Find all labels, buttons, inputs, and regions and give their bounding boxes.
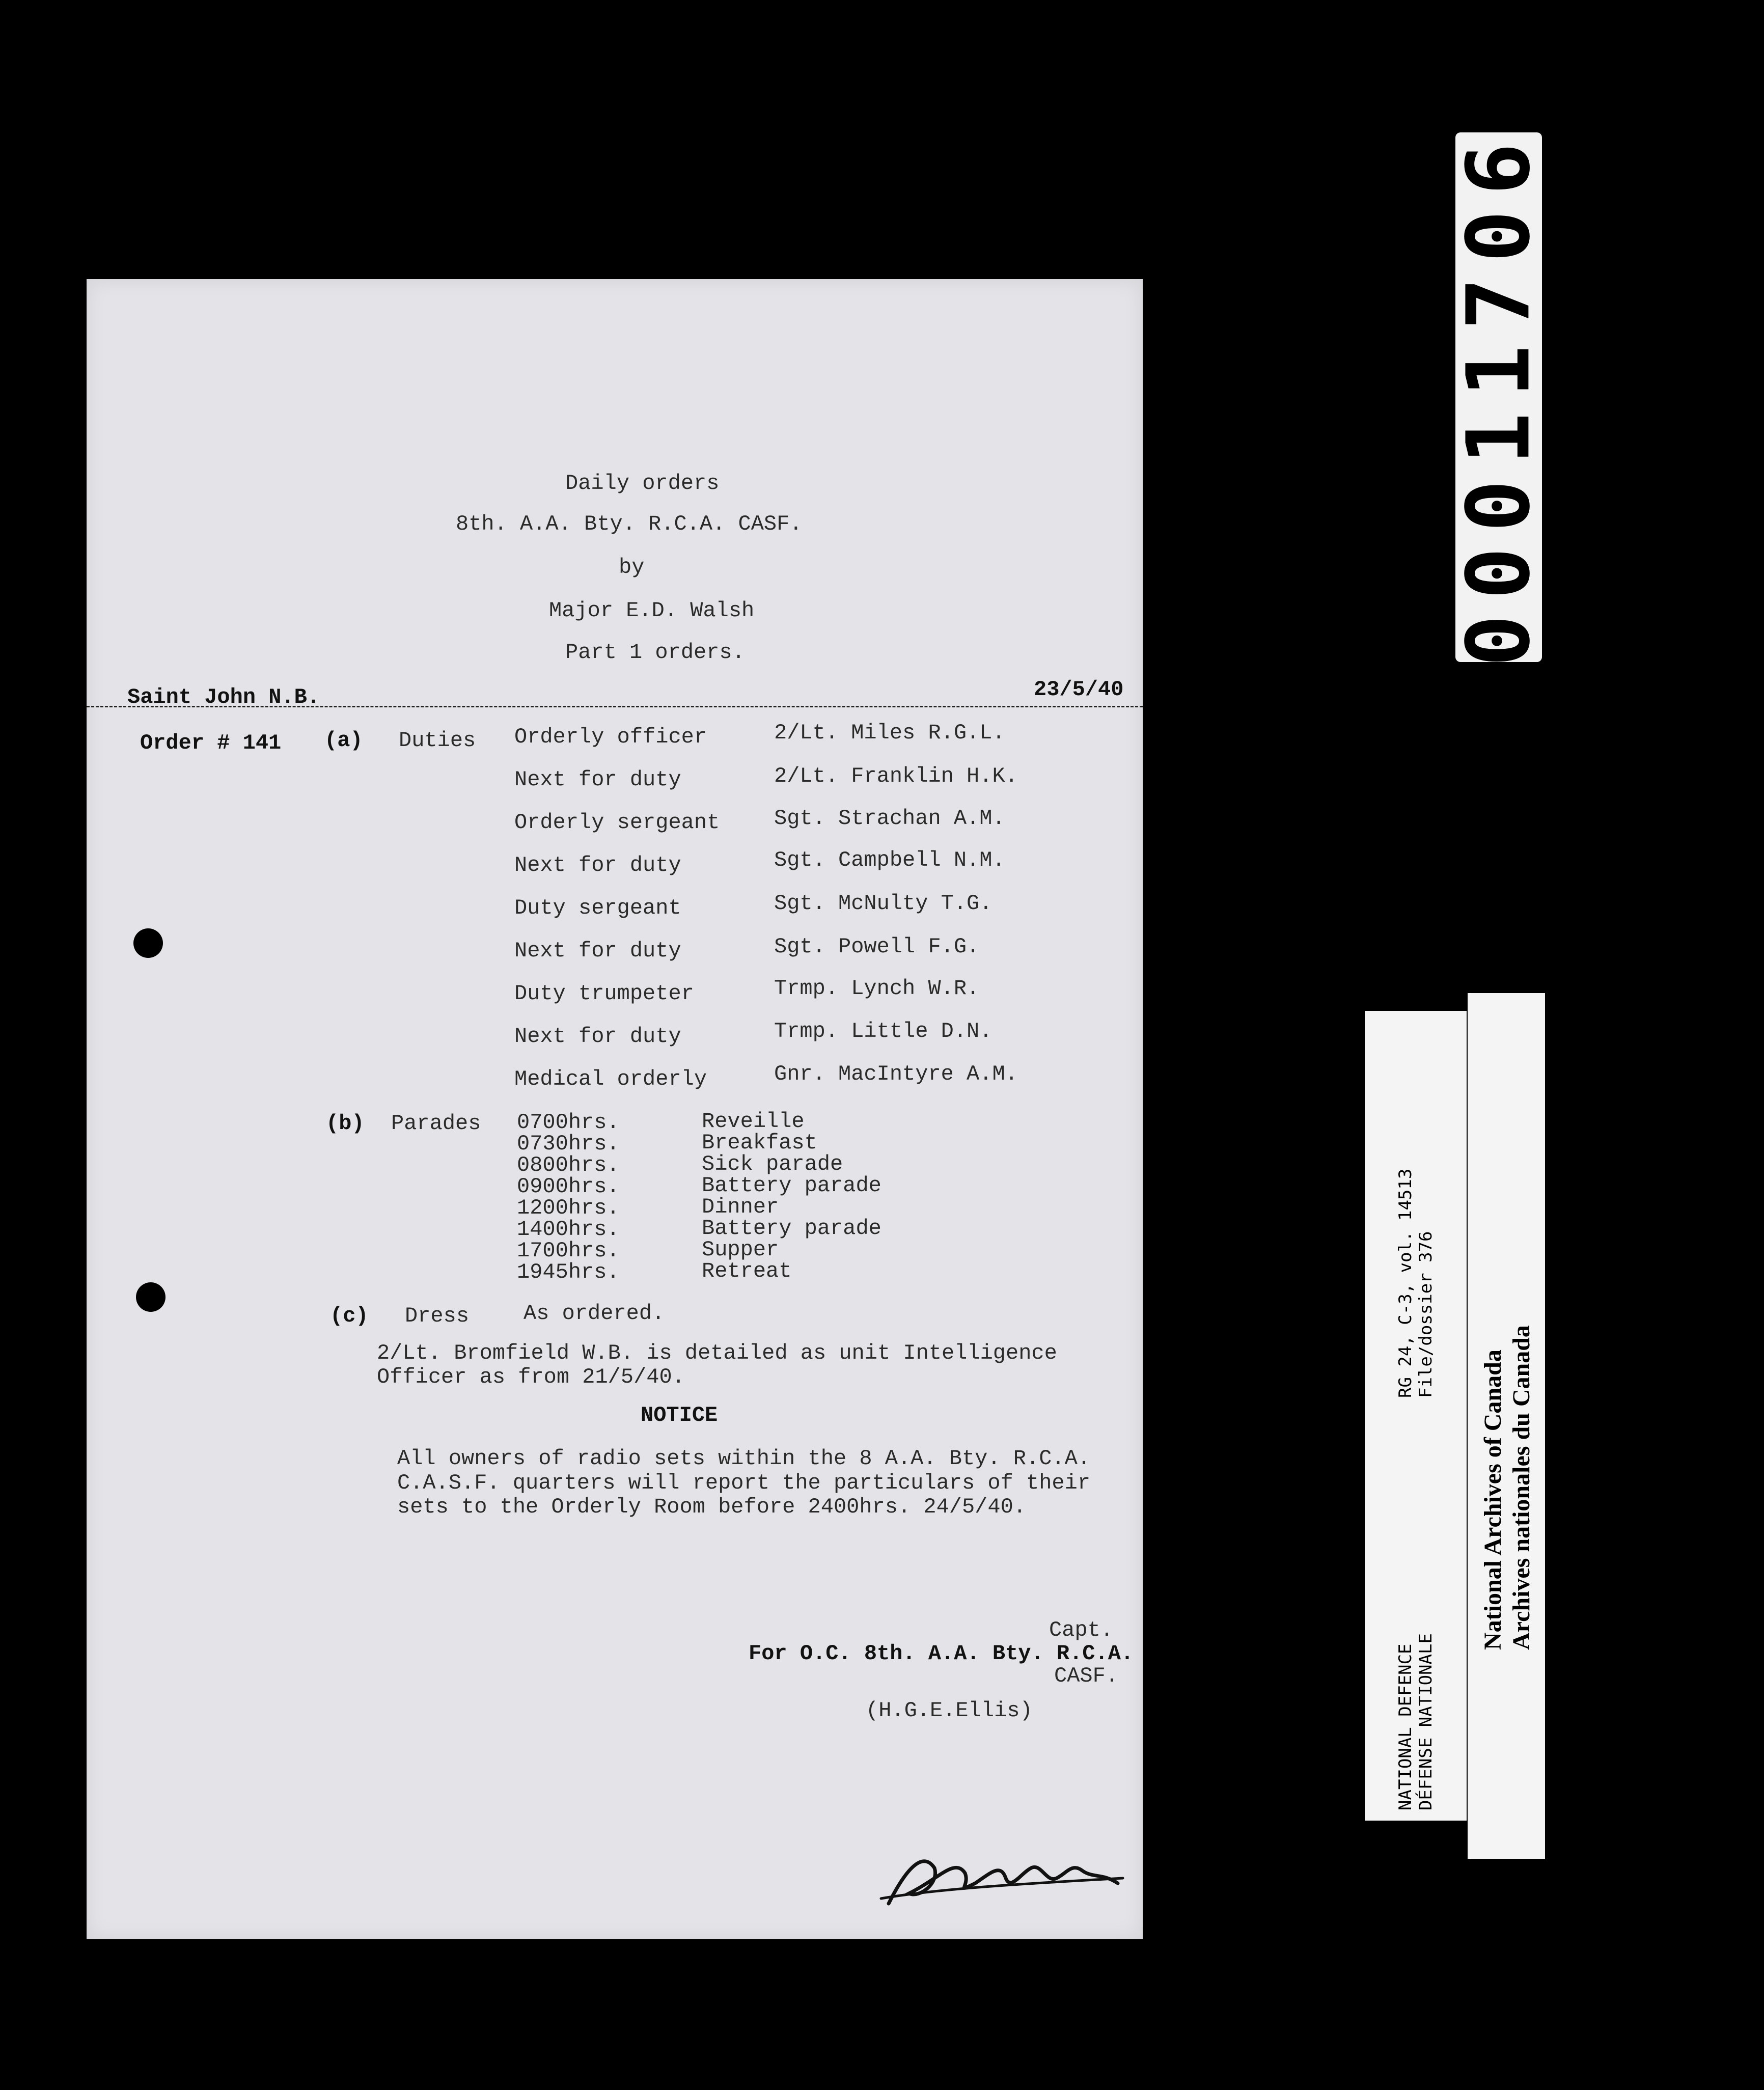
duty-name: Sgt. Campbell N.M.	[774, 848, 1005, 872]
parade-time: 0800hrs.	[517, 1153, 620, 1177]
signature	[878, 1848, 1133, 1914]
header-title: Daily orders	[565, 471, 720, 496]
duty-label: Next for duty	[514, 853, 681, 877]
date: 23/5/40	[1034, 677, 1124, 702]
document-page	[87, 279, 1143, 1939]
duty-label: Duty sergeant	[514, 896, 681, 920]
duty-label: Orderly sergeant	[514, 810, 720, 835]
archives-stamp-label	[1468, 993, 1545, 1859]
parade-time: 0700hrs.	[517, 1110, 620, 1135]
sign-casf: CASF.	[1054, 1664, 1119, 1688]
parade-event: Sick parade	[702, 1152, 843, 1176]
archives-french: Archives nationales du Canada	[1508, 1325, 1535, 1650]
notice-line: C.A.S.F. quarters will report the particulars of their	[397, 1471, 1091, 1495]
archives-english: National Archives of Canada	[1479, 1350, 1506, 1650]
parade-event: Dinner	[702, 1195, 779, 1219]
section-c-letter: (c)	[330, 1304, 369, 1328]
duty-name: Gnr. MacIntyre A.M.	[774, 1062, 1018, 1086]
archive-ref-file: File/dossier 376	[1416, 1231, 1436, 1398]
section-c-value: As ordered.	[523, 1301, 665, 1326]
section-a-letter: (a)	[324, 728, 363, 753]
archive-reference-label	[1365, 1011, 1467, 1821]
header-officer: Major E.D. Walsh	[549, 598, 755, 623]
punch-hole	[133, 928, 163, 958]
duty-label: Next for duty	[514, 939, 681, 963]
duty-name: 2/Lt. Miles R.G.L.	[774, 721, 1005, 745]
order-number: Order # 141	[140, 731, 282, 755]
frame-number-label	[1448, 127, 1550, 667]
parade-time: 1945hrs.	[517, 1260, 620, 1284]
notice-line: sets to the Orderly Room before 2400hrs. 24/5/40.	[397, 1495, 1027, 1519]
sign-rank: Capt.	[1049, 1618, 1114, 1642]
duty-name: 2/Lt. Franklin H.K.	[774, 764, 1018, 788]
header-unit: 8th. A.A. Bty. R.C.A. CASF.	[456, 512, 803, 536]
parade-event: Retreat	[702, 1259, 792, 1283]
duty-name: Sgt. Powell F.G.	[774, 934, 980, 959]
parade-time: 0730hrs.	[517, 1132, 620, 1156]
punch-hole	[136, 1282, 166, 1312]
header-by: by	[619, 555, 645, 580]
notice-line: All owners of radio sets within the 8 A.A. Bty. R.C.A.	[397, 1446, 1091, 1471]
archive-ref-volume: RG 24, C-3, vol. 14513	[1395, 1168, 1416, 1398]
duty-label: Next for duty	[514, 1024, 681, 1049]
duty-name: Trmp. Lynch W.R.	[774, 976, 980, 1001]
frame-number: 00011706	[1448, 127, 1550, 667]
place: Saint John N.B.	[127, 685, 320, 709]
sign-name: (H.G.E.Ellis)	[866, 1698, 1033, 1723]
duty-name: Trmp. Little D.N.	[774, 1019, 993, 1043]
intel-line: Officer as from 21/5/40.	[377, 1365, 685, 1389]
parade-time: 1200hrs.	[517, 1196, 620, 1220]
duty-label: Next for duty	[514, 767, 681, 792]
parade-event: Battery parade	[702, 1173, 881, 1198]
parade-event: Breakfast	[702, 1131, 817, 1155]
section-b-heading: Parades	[391, 1111, 481, 1136]
parade-time: 0900hrs.	[517, 1174, 620, 1199]
parade-event: Battery parade	[702, 1216, 881, 1241]
divider-line	[87, 706, 1143, 707]
duty-name: Sgt. McNulty T.G.	[774, 891, 993, 916]
section-a-heading: Duties	[399, 728, 476, 753]
intel-line: 2/Lt. Bromfield W.B. is detailed as unit Intelligence	[377, 1341, 1057, 1365]
parade-event: Reveille	[702, 1109, 805, 1134]
section-b-letter: (b)	[326, 1111, 365, 1136]
dept-french: DÉFENSE NATIONALE	[1416, 1633, 1436, 1810]
header-part: Part 1 orders.	[565, 640, 745, 665]
notice-title: NOTICE	[641, 1403, 718, 1427]
duty-label: Duty trumpeter	[514, 981, 694, 1006]
section-c-heading: Dress	[405, 1304, 470, 1328]
dept-english: NATIONAL DEFENCE	[1395, 1643, 1416, 1810]
parade-time: 1700hrs.	[517, 1239, 620, 1263]
duty-name: Sgt. Strachan A.M.	[774, 806, 1005, 831]
sign-for: For O.C. 8th. A.A. Bty. R.C.A.	[749, 1641, 1134, 1666]
parade-event: Supper	[702, 1238, 779, 1262]
parade-time: 1400hrs.	[517, 1217, 620, 1242]
duty-label: Orderly officer	[514, 725, 707, 749]
duty-label: Medical orderly	[514, 1067, 707, 1091]
